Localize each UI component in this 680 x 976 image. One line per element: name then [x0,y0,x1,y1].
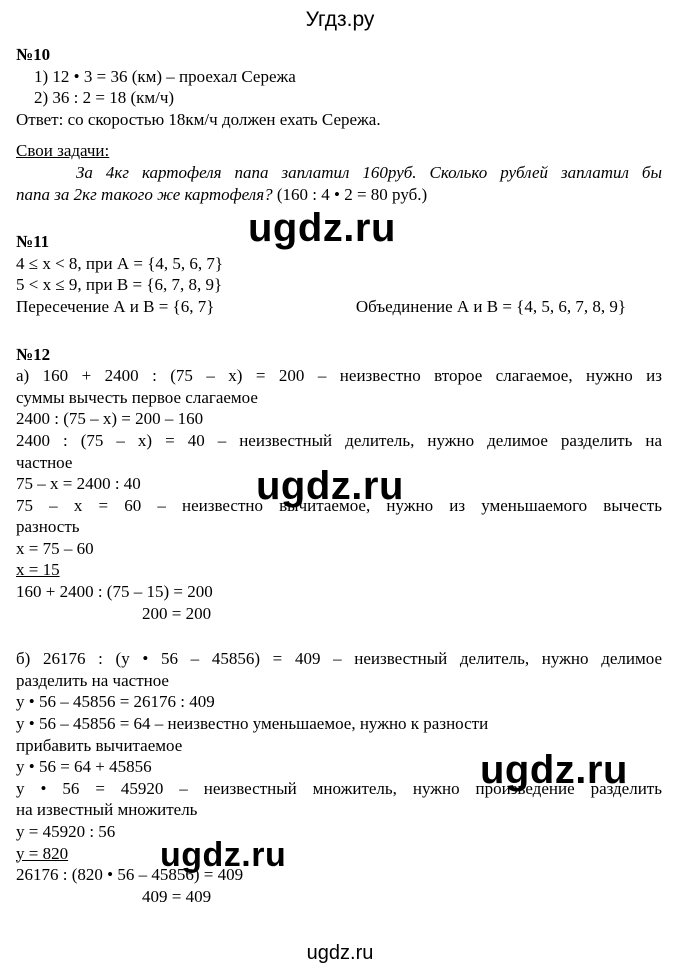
solution-line: 4 ≤ x < 8, при А = {4, 5, 6, 7} [16,253,224,273]
own-task-calc: (160 : 4 • 2 = 80 руб.) [276,184,428,204]
task-number: №11 [16,232,50,252]
result-line: y = 820 [16,843,69,863]
result-line: x = 15 [16,560,60,580]
site-footer: ugdz.ru [306,942,374,964]
watermark-logo: ugdz.ru [256,464,404,508]
own-tasks-title: Свои задачи: [16,141,110,161]
check-result: 409 = 409 [142,886,212,906]
answer-line: Ответ: со скоростью 18км/ч должен ехать Сережа. [16,109,381,129]
solution-line: 5 < x ≤ 9, при В = {6, 7, 8, 9} [16,275,223,295]
solution-line: разность [16,517,80,537]
watermark-logo: ugdz.ru [248,206,396,250]
task-number: №10 [16,45,51,64]
sets-result-row [16,296,626,318]
solution-line: 75 – x = 60 – неизвестно вычитаемое, нужно из уменьшаемого вычесть [16,495,662,515]
solution-line: y • 56 = 45920 – неизвестный множитель, нужно произведение разделить [16,778,662,798]
solution-line: 2400 : (75 – x) = 40 – неизвестный делитель, нужно делимое разделить на [16,430,662,450]
union-text: Объединение А и В = {4, 5, 6, 7, 8, 9} [355,296,626,316]
solution-line: 75 – x = 2400 : 40 [16,474,141,494]
solution-line: 2) 36 : 2 = 18 (км/ч) [34,88,175,108]
solution-line: суммы вычесть первое слагаемое [16,387,258,407]
own-task-text: За 4кг картофеля папа заплатил 160руб. Сколько рублей заплатил бы [76,162,662,182]
solution-line: 2400 : (75 – x) = 200 – 160 [16,409,204,429]
solution-line: частное [16,452,73,472]
watermark-logo: ugdz.ru [160,836,287,874]
solution-line: y • 56 – 45856 = 64 – неизвестно уменьшаемое, нужно к разности [16,714,489,734]
own-task-text-2 [16,184,662,206]
own-task-italic: папа за 2кг такого же картофеля? [16,184,273,204]
watermark-logo: ugdz.ru [480,748,628,792]
solution-line: y • 56 – 45856 = 26176 : 409 [16,692,215,712]
solution-line: разделить на частное [16,670,169,690]
check-line: 160 + 2400 : (75 – 15) = 200 [16,582,213,602]
solution-line: x = 75 – 60 [16,538,94,558]
solution-line: прибавить вычитаемое [16,735,183,755]
check-result: 200 = 200 [142,603,212,623]
task-number: №12 [16,344,51,364]
solution-line: а) 160 + 2400 : (75 – x) = 200 – неизвестно второе слагаемое, нужно из [16,366,662,386]
site-header: Угдз.ру [305,8,375,31]
solution-line: на известный множитель [16,800,198,820]
solution-line: б) 26176 : (y • 56 – 45856) = 409 – неизвестный делитель, нужно делимое [16,649,662,669]
solution-line: y • 56 = 64 + 45856 [16,757,152,777]
solution-line: y = 45920 : 56 [16,822,116,841]
solution-line: 1) 12 • 3 = 36 (км) – проехал Сережа [34,66,296,86]
check-line: 26176 : (820 • 56 – 45856) = 409 [16,865,244,885]
intersection-text: Пересечение А и В = {6, 7} [16,296,215,316]
